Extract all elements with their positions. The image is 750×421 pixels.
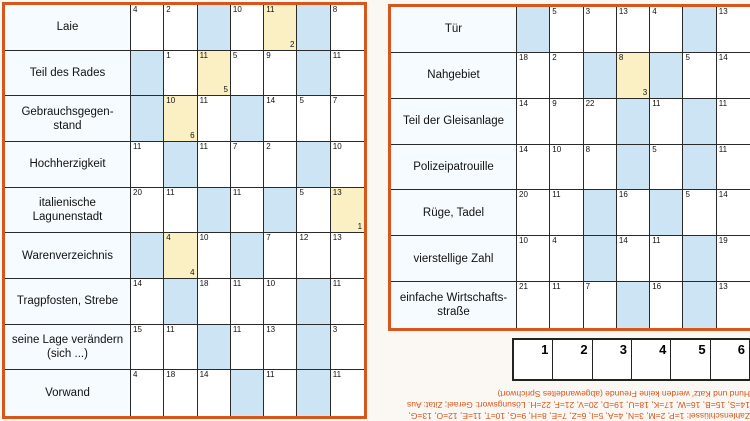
solution-index: 1	[357, 222, 363, 232]
cell-number: 5	[552, 7, 557, 16]
cell-number: 7	[232, 141, 238, 151]
letter-cell[interactable]	[331, 279, 364, 325]
cell-number: 9	[266, 50, 271, 60]
cell-number: 20	[133, 187, 142, 197]
letter-cell[interactable]	[164, 5, 197, 51]
letter-cell[interactable]	[517, 282, 550, 328]
left-puzzle-panel	[2, 2, 367, 419]
solution-box-number: 6	[737, 342, 745, 357]
solution-box[interactable]	[593, 340, 632, 379]
cell-number: 3	[585, 7, 591, 16]
right-crossword-grid	[391, 7, 750, 328]
cell-number: 11	[166, 324, 175, 334]
cell-number: 13	[266, 324, 276, 334]
blocked-cell	[231, 233, 264, 279]
solution-box-number: 4	[659, 342, 667, 357]
blocked-cell	[517, 7, 550, 53]
letter-cell[interactable]	[617, 53, 650, 99]
letter-cell[interactable]	[297, 233, 330, 279]
cell-number: 10	[332, 141, 342, 151]
blocked-cell	[264, 188, 297, 234]
cell-number: 5	[299, 96, 304, 106]
answer-key-line: Zahlenschlüssel: 1=P, 2=M, 3=N, 4=A, 5=I, 6=Z, 7=E, 8=H, 9=G, 10=T, 11=E, 12=O, 13=G,	[408, 411, 750, 421]
cell-number: 5	[652, 144, 657, 154]
cell-number: 11	[166, 187, 175, 197]
blocked-cell	[131, 233, 164, 279]
blocked-cell	[297, 51, 330, 97]
letter-cell[interactable]	[164, 233, 197, 279]
cell-number: 11	[552, 190, 561, 200]
letter-cell[interactable]	[297, 96, 330, 142]
cell-number: 11	[332, 50, 342, 60]
letter-cell[interactable]	[264, 233, 297, 279]
letter-cell[interactable]	[717, 190, 750, 236]
solution-box[interactable]	[671, 340, 710, 379]
cell-number: 9	[552, 98, 557, 108]
cell-number: 18	[519, 52, 528, 62]
letter-cell[interactable]	[331, 233, 364, 279]
letter-cell[interactable]	[584, 99, 617, 145]
solution-box-number: 5	[698, 342, 706, 357]
letter-cell[interactable]	[650, 236, 683, 282]
cell-number: 14	[718, 52, 728, 62]
cell-number: 5	[299, 187, 304, 197]
blocked-cell	[683, 7, 716, 53]
clue-cell: Gebrauchsgegen- stand	[5, 96, 131, 142]
blocked-cell	[198, 188, 231, 234]
cell-number: 21	[519, 282, 528, 292]
cell-number: 10	[519, 236, 528, 246]
solution-box[interactable]	[632, 340, 671, 379]
cell-number: 14	[266, 96, 276, 106]
letter-cell[interactable]	[517, 53, 550, 99]
letter-cell[interactable]	[517, 145, 550, 191]
letter-cell[interactable]	[331, 96, 364, 142]
cell-number: 11	[652, 98, 661, 108]
solution-word-boxes	[512, 338, 750, 381]
clue-cell: Nahgebiet	[391, 53, 517, 99]
cell-number: 5	[232, 50, 238, 60]
letter-cell[interactable]	[517, 190, 550, 236]
cell-number: 11	[652, 236, 661, 246]
cell-number: 2	[166, 5, 171, 14]
letter-cell[interactable]	[550, 99, 583, 145]
solution-box-number: 3	[619, 342, 627, 357]
cell-number: 11	[199, 50, 208, 60]
letter-cell[interactable]	[264, 370, 297, 416]
solution-index: 2	[290, 39, 295, 49]
cell-number: 10	[166, 96, 176, 106]
cell-number: 14	[199, 370, 209, 380]
cell-number: 5	[685, 52, 690, 62]
letter-cell[interactable]	[717, 99, 750, 145]
blocked-cell	[131, 96, 164, 142]
clue-cell: Polizeipatrouille	[391, 145, 517, 191]
letter-cell[interactable]	[717, 7, 750, 53]
blocked-cell	[584, 236, 617, 282]
letter-cell[interactable]	[131, 279, 164, 325]
cell-number: 7	[585, 282, 591, 292]
letter-cell[interactable]	[650, 99, 683, 145]
letter-cell[interactable]	[650, 282, 683, 328]
letter-cell[interactable]	[517, 99, 550, 145]
letter-cell[interactable]	[717, 282, 750, 328]
cell-number: 19	[718, 236, 728, 246]
letter-cell[interactable]	[231, 51, 264, 97]
cell-number: 7	[332, 96, 338, 106]
clue-cell: einfache Wirtschafts- straße	[391, 282, 517, 328]
clue-cell: Vorwand	[5, 370, 131, 416]
clue-cell: Laie	[5, 5, 131, 51]
solution-box[interactable]	[711, 340, 750, 379]
blocked-cell	[650, 190, 683, 236]
solution-index: 4	[190, 267, 195, 277]
letter-cell[interactable]	[231, 325, 264, 371]
cell-number: 14	[133, 278, 142, 288]
cell-number: 1	[166, 50, 171, 60]
cell-number: 15	[133, 324, 142, 334]
cell-number: 5	[685, 190, 690, 200]
cell-number: 4	[133, 5, 138, 14]
cell-number: 13	[332, 187, 342, 197]
cell-number: 4	[652, 7, 657, 16]
letter-cell[interactable]	[131, 188, 164, 234]
cell-number: 4	[166, 233, 171, 243]
letter-cell[interactable]	[550, 236, 583, 282]
letter-cell[interactable]	[264, 96, 297, 142]
letter-cell[interactable]	[584, 145, 617, 191]
clue-cell: Teil des Rades	[5, 51, 131, 97]
letter-cell[interactable]	[331, 51, 364, 97]
letter-cell[interactable]	[131, 5, 164, 51]
blocked-cell	[164, 142, 197, 188]
cell-number: 11	[332, 370, 342, 380]
right-puzzle-panel	[388, 4, 750, 331]
letter-cell[interactable]	[517, 236, 550, 282]
cell-number: 10	[266, 278, 276, 288]
solution-box-number: 2	[580, 342, 588, 357]
blocked-cell	[231, 96, 264, 142]
letter-cell[interactable]	[231, 142, 264, 188]
cell-number: 11	[232, 278, 242, 288]
cell-number: 12	[299, 233, 309, 243]
cell-number: 10	[552, 144, 562, 154]
letter-cell[interactable]	[617, 190, 650, 236]
cell-number: 8	[332, 5, 338, 14]
letter-cell[interactable]	[164, 96, 197, 142]
clue-cell: Tür	[391, 7, 517, 53]
blocked-cell	[297, 279, 330, 325]
solution-box-number: 1	[541, 342, 549, 357]
clue-cell: Tragpfosten, Strebe	[5, 279, 131, 325]
blocked-cell	[683, 236, 716, 282]
letter-cell[interactable]	[550, 282, 583, 328]
cell-number: 11	[332, 278, 342, 288]
cell-number: 18	[199, 278, 209, 288]
letter-cell[interactable]	[264, 325, 297, 371]
letter-cell[interactable]	[331, 325, 364, 371]
blocked-cell	[683, 99, 716, 145]
letter-cell[interactable]	[231, 279, 264, 325]
solution-box[interactable]	[514, 340, 553, 379]
letter-cell[interactable]	[131, 142, 164, 188]
letter-cell[interactable]	[650, 145, 683, 191]
blocked-cell	[584, 53, 617, 99]
blocked-cell	[297, 370, 330, 416]
letter-cell[interactable]	[164, 325, 197, 371]
letter-cell[interactable]	[264, 51, 297, 97]
letter-cell[interactable]	[550, 7, 583, 53]
cell-number: 11	[133, 141, 142, 151]
letter-cell[interactable]	[331, 142, 364, 188]
blocked-cell	[297, 5, 330, 51]
letter-cell[interactable]	[231, 5, 264, 51]
letter-cell[interactable]	[584, 7, 617, 53]
clue-cell: vierstellige Zahl	[391, 236, 517, 282]
cell-number: 13	[718, 282, 728, 292]
blocked-cell	[198, 325, 231, 371]
cell-number: 16	[618, 190, 628, 200]
letter-cell[interactable]	[550, 53, 583, 99]
cell-number: 14	[718, 190, 728, 200]
cell-number: 13	[332, 233, 342, 243]
letter-cell[interactable]	[198, 96, 231, 142]
blocked-cell	[584, 190, 617, 236]
letter-cell[interactable]	[650, 7, 683, 53]
answer-key-line: Hund und Katz' werden keine Freunde (abgewandeltes Sprichwort)	[497, 389, 750, 399]
clue-cell: seine Lage verändern (sich ...)	[5, 325, 131, 371]
letter-cell[interactable]	[164, 188, 197, 234]
cell-number: 13	[718, 7, 728, 16]
cell-number: 11	[266, 370, 275, 380]
letter-cell[interactable]	[198, 233, 231, 279]
letter-cell[interactable]	[717, 53, 750, 99]
cell-number: 13	[618, 7, 628, 16]
clue-cell: Rüge, Tadel	[391, 190, 517, 236]
solution-index: 6	[190, 130, 195, 140]
letter-cell[interactable]	[131, 370, 164, 416]
cell-number: 10	[232, 5, 242, 14]
blocked-cell	[297, 325, 330, 371]
cell-number: 4	[133, 370, 138, 380]
upside-down-answer-key	[380, 384, 750, 421]
letter-cell[interactable]	[198, 142, 231, 188]
letter-cell[interactable]	[198, 370, 231, 416]
solution-box[interactable]	[553, 340, 592, 379]
cell-number: 20	[519, 190, 528, 200]
cell-number: 11	[232, 324, 242, 334]
letter-cell[interactable]	[331, 370, 364, 416]
cell-number: 16	[652, 282, 662, 292]
letter-cell[interactable]	[164, 51, 197, 97]
cell-number: 7	[266, 233, 271, 243]
cell-number: 22	[585, 98, 595, 108]
cell-number: 11	[718, 98, 728, 108]
solution-index: 5	[223, 85, 228, 95]
cell-number: 11	[232, 187, 242, 197]
letter-cell[interactable]	[164, 370, 197, 416]
cell-number: 8	[618, 52, 624, 62]
letter-cell[interactable]	[264, 279, 297, 325]
letter-cell[interactable]	[683, 53, 716, 99]
blocked-cell	[297, 142, 330, 188]
clue-cell: Warenverzeichnis	[5, 233, 131, 279]
letter-cell[interactable]	[550, 190, 583, 236]
blocked-cell	[231, 370, 264, 416]
letter-cell[interactable]	[297, 188, 330, 234]
letter-cell[interactable]	[617, 7, 650, 53]
blocked-cell	[617, 99, 650, 145]
cell-number: 14	[519, 98, 528, 108]
blocked-cell	[683, 145, 716, 191]
blocked-cell	[164, 279, 197, 325]
left-crossword-grid	[5, 5, 364, 416]
cell-number: 2	[552, 52, 557, 62]
cell-number: 4	[552, 236, 557, 246]
letter-cell[interactable]	[584, 282, 617, 328]
cell-number: 14	[618, 236, 628, 246]
cell-number: 18	[166, 370, 176, 380]
clue-cell: Hochherzigkeit	[5, 142, 131, 188]
clue-cell: Teil der Gleisanlage	[391, 99, 517, 145]
letter-cell[interactable]	[131, 325, 164, 371]
solution-index: 3	[642, 87, 648, 97]
clue-cell: italienische Lagunenstadt	[5, 188, 131, 234]
blocked-cell	[198, 5, 231, 51]
blocked-cell	[131, 51, 164, 97]
letter-cell[interactable]	[717, 145, 750, 191]
cell-number: 11	[718, 144, 728, 154]
cell-number: 8	[585, 144, 591, 154]
cell-number: 10	[199, 233, 209, 243]
answer-key-line: 14=S, 15=B, 16=W, 17=K, 18=U, 19=D, 20=V, 21=F, 22=H. Lösungswort: Gerael; Zitat: Aus	[407, 400, 750, 410]
blocked-cell	[617, 282, 650, 328]
letter-cell[interactable]	[231, 188, 264, 234]
letter-cell[interactable]	[617, 236, 650, 282]
letter-cell[interactable]	[198, 51, 231, 97]
cell-number: 11	[552, 282, 561, 292]
letter-cell[interactable]	[683, 190, 716, 236]
letter-cell[interactable]	[550, 145, 583, 191]
letter-cell[interactable]	[264, 5, 297, 51]
cell-number: 11	[266, 5, 275, 14]
letter-cell[interactable]	[717, 236, 750, 282]
cell-number: 3	[332, 324, 338, 334]
blocked-cell	[683, 282, 716, 328]
cell-number: 14	[519, 144, 528, 154]
letter-cell[interactable]	[331, 188, 364, 234]
letter-cell[interactable]	[198, 279, 231, 325]
blocked-cell	[617, 145, 650, 191]
letter-cell[interactable]	[264, 142, 297, 188]
blocked-cell	[650, 53, 683, 99]
cell-number: 11	[199, 141, 208, 151]
cell-number: 2	[266, 141, 271, 151]
letter-cell[interactable]	[331, 5, 364, 51]
cell-number: 11	[199, 96, 208, 106]
